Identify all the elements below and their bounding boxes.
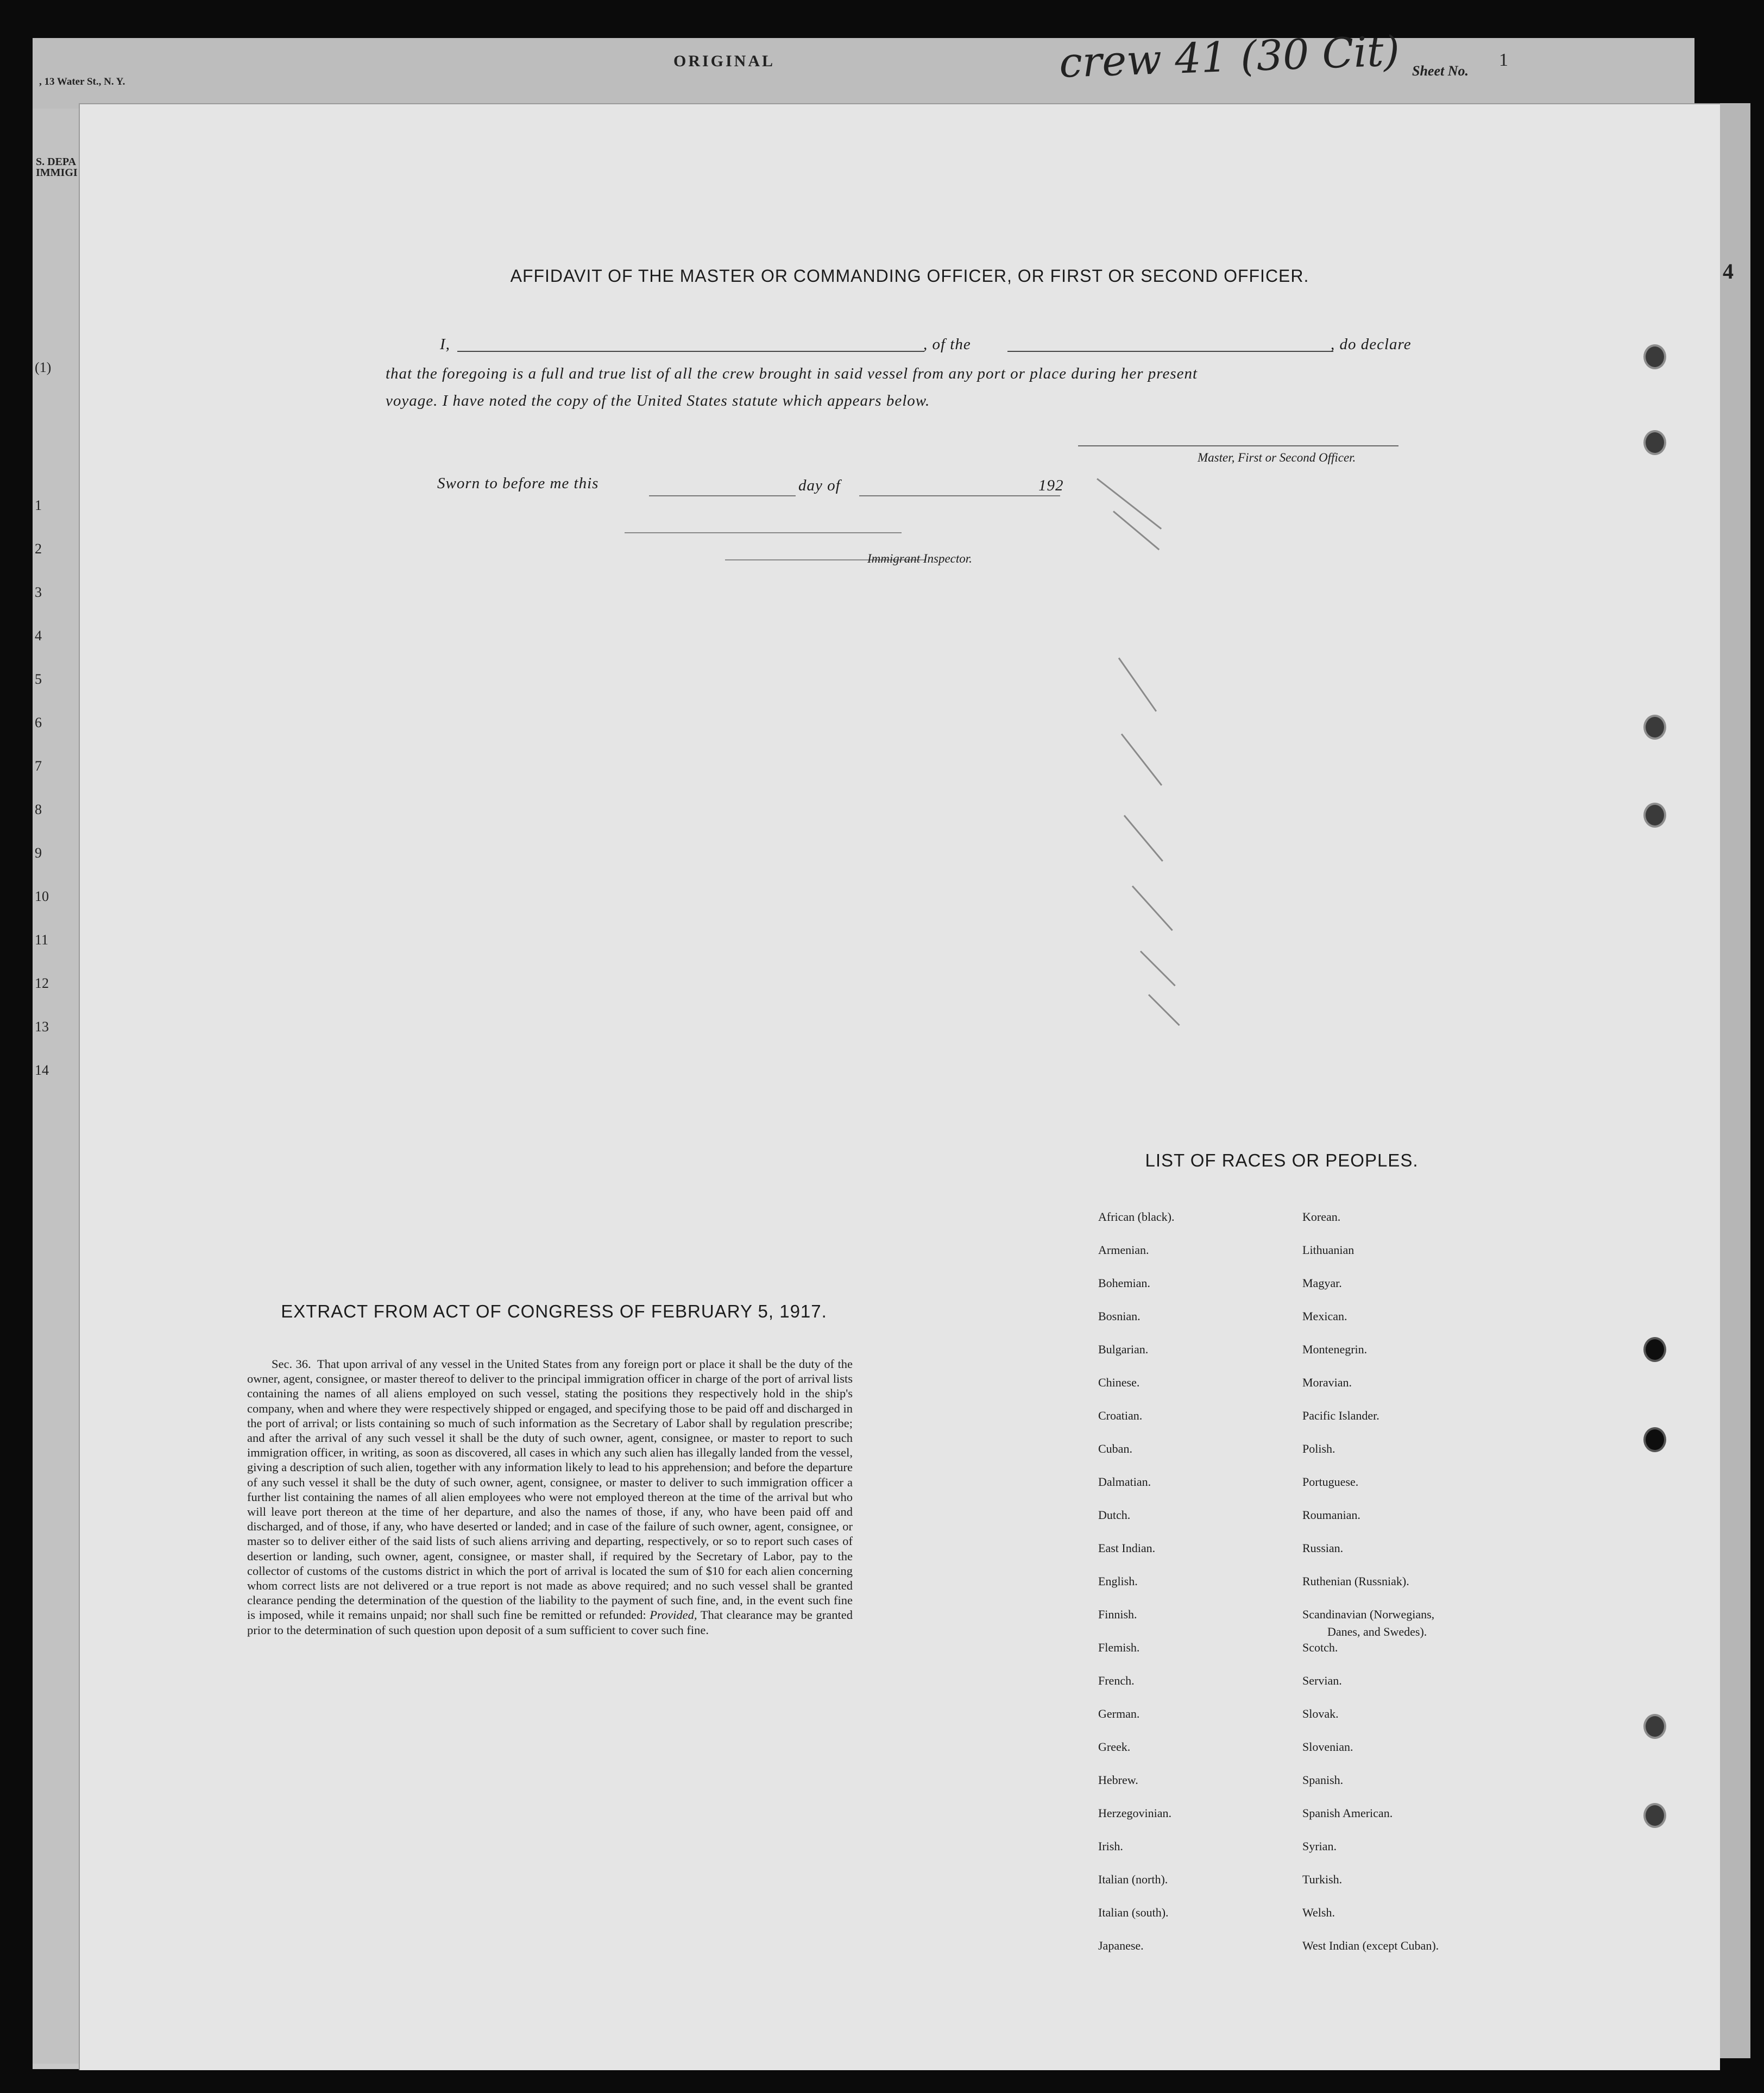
vessel-blank-line: [1007, 351, 1333, 352]
punch-hole: [1643, 803, 1666, 828]
race-item: Flemish.: [1098, 1641, 1140, 1654]
race-item: Cuban.: [1098, 1442, 1132, 1455]
sworn-year: 192: [1038, 477, 1064, 494]
punch-hole: [1643, 430, 1666, 455]
race-item: Greek.: [1098, 1740, 1131, 1754]
race-item: Portuguese.: [1302, 1475, 1359, 1489]
affidavit-i: I,: [440, 336, 450, 353]
affidavit-of-the: , of the: [923, 336, 971, 353]
provided-label: Provided,: [650, 1608, 697, 1622]
sworn-day-line: [649, 495, 796, 496]
race-item: Japanese.: [1098, 1939, 1144, 1952]
race-item: Dutch.: [1098, 1508, 1131, 1522]
margin-row-number: 6: [35, 715, 42, 730]
race-item: Spanish American.: [1302, 1806, 1393, 1820]
name-blank-line: [457, 351, 924, 352]
affidavit-title: AFFIDAVIT OF THE MASTER OR COMMANDING OFFICER, OR FIRST OR SECOND OFFICER.: [510, 266, 1309, 286]
race-continuation: Danes, and Swedes).: [1327, 1625, 1427, 1638]
extract-title: EXTRACT FROM ACT OF CONGRESS OF FEBRUARY 5, 1917.: [281, 1301, 827, 1321]
race-item: Montenegrin.: [1302, 1342, 1368, 1356]
punch-hole: [1643, 1803, 1666, 1828]
margin-row-number: 9: [35, 845, 42, 861]
race-item: Scotch.: [1302, 1641, 1338, 1654]
margin-row-number: 5: [35, 671, 42, 687]
punch-hole: [1643, 1337, 1666, 1362]
race-item: African (black).: [1098, 1210, 1175, 1224]
punch-hole: [1643, 1427, 1666, 1452]
race-item: Croatian.: [1098, 1409, 1143, 1422]
race-item: Ruthenian (Russniak).: [1302, 1574, 1409, 1588]
race-item: Magyar.: [1302, 1276, 1342, 1290]
signature-label: Master, First or Second Officer.: [1198, 451, 1356, 464]
race-item: Hebrew.: [1098, 1773, 1138, 1787]
margin-row-number: 10: [35, 888, 49, 904]
race-item: Herzegovinian.: [1098, 1806, 1171, 1820]
margin-row-number: 11: [35, 932, 49, 948]
sworn-month-line: [859, 495, 1060, 496]
sheet-number-label: Sheet No.: [1412, 63, 1469, 79]
department-line: S. DEPA: [36, 156, 77, 168]
race-item: Bosnian.: [1098, 1309, 1141, 1323]
department-line: IMMIGI: [36, 167, 78, 179]
races-title: LIST OF RACES OR PEOPLES.: [1145, 1150, 1419, 1170]
margin-row-number: 12: [35, 975, 49, 991]
race-item: Finnish.: [1098, 1607, 1137, 1621]
margin-row-number: 14: [35, 1062, 49, 1078]
race-item: Irish.: [1098, 1839, 1123, 1853]
race-item: Bohemian.: [1098, 1276, 1150, 1290]
race-item: Bulgarian.: [1098, 1342, 1149, 1356]
race-item: French.: [1098, 1674, 1135, 1687]
race-item: Italian (north).: [1098, 1873, 1168, 1886]
handwritten-crew-note: crew 41 (30 Cit): [1058, 27, 1401, 87]
affidavit-line-3: voyage. I have noted the copy of the United States statute which appears below.: [386, 392, 930, 409]
inspector-label: Immigrant Inspector.: [867, 552, 972, 565]
department-heading: [36, 156, 78, 178]
race-item: Syrian.: [1302, 1839, 1337, 1853]
race-item: Slovenian.: [1302, 1740, 1353, 1754]
sworn-day-of: day of: [798, 477, 841, 494]
margin-row-number: 13: [35, 1019, 49, 1035]
margin-row-number: 7: [35, 758, 42, 774]
race-item: Mexican.: [1302, 1309, 1347, 1323]
margin-row-number: 4: [35, 628, 42, 644]
margin-row-number: 8: [35, 802, 42, 817]
margin-row-number: 3: [35, 584, 42, 600]
affidavit-do-declare: , do declare: [1331, 336, 1412, 353]
race-item: Pacific Islander.: [1302, 1409, 1379, 1422]
race-item: Korean.: [1302, 1210, 1341, 1224]
race-item: East Indian.: [1098, 1541, 1156, 1555]
sheet-number-value: 1: [1499, 50, 1508, 70]
race-item: Polish.: [1302, 1442, 1335, 1455]
race-item: Italian (south).: [1098, 1906, 1169, 1919]
signature-line: [1078, 445, 1398, 446]
race-item: Armenian.: [1098, 1243, 1149, 1257]
margin-row-number: 1: [35, 497, 42, 513]
statute-body: That upon arrival of any vessel in the United States from any foreign port or place it shall be the duty of the owner, agent, consignee, or master thereof to deliver to the principal immigration officer in charge of the port of arrival lists containing the names of all aliens employed on such vessel, stating the positions they respectively hold in the ship's company, when and where they were respectively shipped or engaged, and specifying those to be paid off and discharged in the port of arrival; or lists containing so much of such information as the Secretary of Labor shall by regulation prescribe; and after the arrival of any such vessel it shall be the duty of such owner, agent, consignee, or master to report to such immigration officer, in writing, as soon as discovered, all cases in which any such alien has illegally landed from the vessel, giving a description of such alien, together with any information likely to lead to his apprehension; and before the departure of any such vessel it shall be the duty of such owner, agent, consignee, or master to deliver to such immigration officer a further list containing the names of all alien employees who were not employed thereon at the time of the arrival but who will leave port thereon at the time of her departure, and also the names of those, if any, who have been paid off and discharged, and of those, if any, who have deserted or landed; and in case of the failure of such owner, agent, consignee, or master so to deliver either of the said lists of such aliens arriving and departing, respectively, or so to report such cases of desertion or landing, such owner, agent, consignee, or master shall, if required by the Secretary of Labor, pay to the collector of customs of the customs district in which the port of arrival is located the sum of $10 for each alien concerning whom correct lists are not delivered or a true report is not made as above required; and no such vessel shall be granted clearance pending the determination of the question of the liability to the payment of such fine, and, in the event such fine is imposed, while it remains unpaid; nor shall such fine be remitted or refunded:: [247, 1357, 853, 1622]
race-item: Scandinavian (Norwegians,: [1302, 1607, 1435, 1621]
race-item: English.: [1098, 1574, 1138, 1588]
race-item: Roumanian.: [1302, 1508, 1360, 1522]
original-label: ORIGINAL: [673, 52, 776, 70]
sworn-prefix: Sworn to before me this: [437, 475, 599, 492]
race-item: West Indian (except Cuban).: [1302, 1939, 1439, 1952]
statute-text: [247, 1357, 853, 1637]
affidavit-line-2: that the foregoing is a full and true list of all the crew brought in said vessel from any port or place during her present: [386, 365, 1198, 382]
inspector-line-upper: [625, 532, 902, 533]
race-item: Spanish.: [1302, 1773, 1344, 1787]
race-item: Welsh.: [1302, 1906, 1335, 1919]
race-item: Russian.: [1302, 1541, 1344, 1555]
race-item: Chinese.: [1098, 1376, 1140, 1389]
left-margin-strip: [33, 109, 86, 2064]
statute-body-end: That clearance may be granted prior to the determination of such question upon deposit of a sum sufficient to cover such fine.: [247, 1608, 853, 1637]
race-item: Lithuanian: [1302, 1243, 1354, 1257]
punch-hole: [1643, 1714, 1666, 1739]
margin-row-number: 2: [35, 541, 42, 557]
punch-hole: [1643, 344, 1666, 369]
punch-hole: [1643, 715, 1666, 740]
margin-row-number: (1): [35, 360, 52, 375]
race-item: Slovak.: [1302, 1707, 1339, 1720]
right-edge-number: 4: [1723, 259, 1734, 283]
printer-imprint: , 13 Water St., N. Y.: [39, 76, 125, 87]
race-item: Servian.: [1302, 1674, 1342, 1687]
right-margin-strip: [1716, 103, 1750, 2058]
section-label: Sec. 36.: [272, 1357, 311, 1371]
race-item: Moravian.: [1302, 1376, 1352, 1389]
race-item: Dalmatian.: [1098, 1475, 1151, 1489]
race-item: German.: [1098, 1707, 1140, 1720]
race-item: Turkish.: [1302, 1873, 1343, 1886]
